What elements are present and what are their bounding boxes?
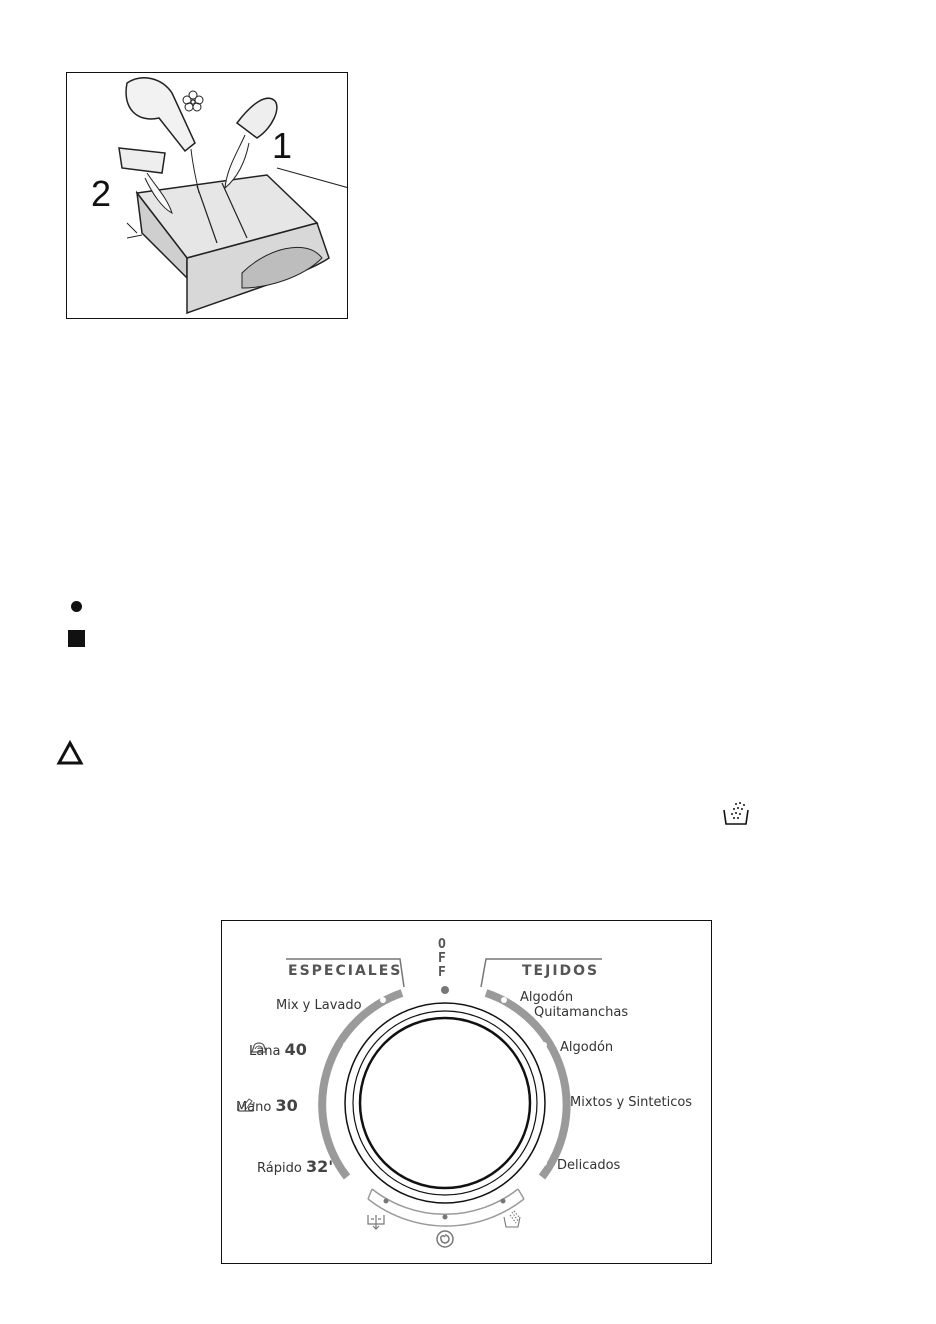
program-algodon[interactable]: Algodón [560,1040,614,1055]
off-letter-o: O [438,937,446,952]
wool-icon [251,1040,267,1054]
callout-2: 2 [91,173,112,214]
program-delicados[interactable]: Delicados [557,1158,621,1173]
program-mixtos-sinteticos[interactable]: Mixtos y Sinteticos [570,1095,693,1110]
program-rapido[interactable]: Rápido 32' [257,1157,334,1176]
program-mano[interactable]: Mano 30 [236,1096,298,1115]
detergent-drawer-illustration [66,72,348,319]
off-letter-f2: F [438,965,446,980]
program-dial-panel [221,920,712,1264]
especiales-header: ESPECIALES [288,963,403,979]
hand-wash-icon [237,1096,255,1112]
knob-face[interactable] [360,1018,530,1188]
drain-icon [368,1215,384,1229]
flower-icon [183,91,203,111]
tejidos-header: TEJIDOS [522,963,600,979]
spin-icon [437,1231,453,1247]
off-letter-f1: F [438,951,446,966]
program-lana[interactable]: Lana 40 [249,1040,307,1059]
bullet-square-icon [68,630,85,647]
program-mix-y-lavado[interactable]: Mix y Lavado [276,998,362,1013]
rinse-shower-icon [722,800,750,826]
program-algodon-quitamanchas[interactable]: Algodón Quitamanchas [520,990,629,1020]
rinse-icon [504,1211,520,1227]
warning-triangle-icon [56,740,84,766]
callout-1: 1 [272,125,293,166]
bullet-dot-icon [71,601,82,612]
off-dot [441,986,449,994]
